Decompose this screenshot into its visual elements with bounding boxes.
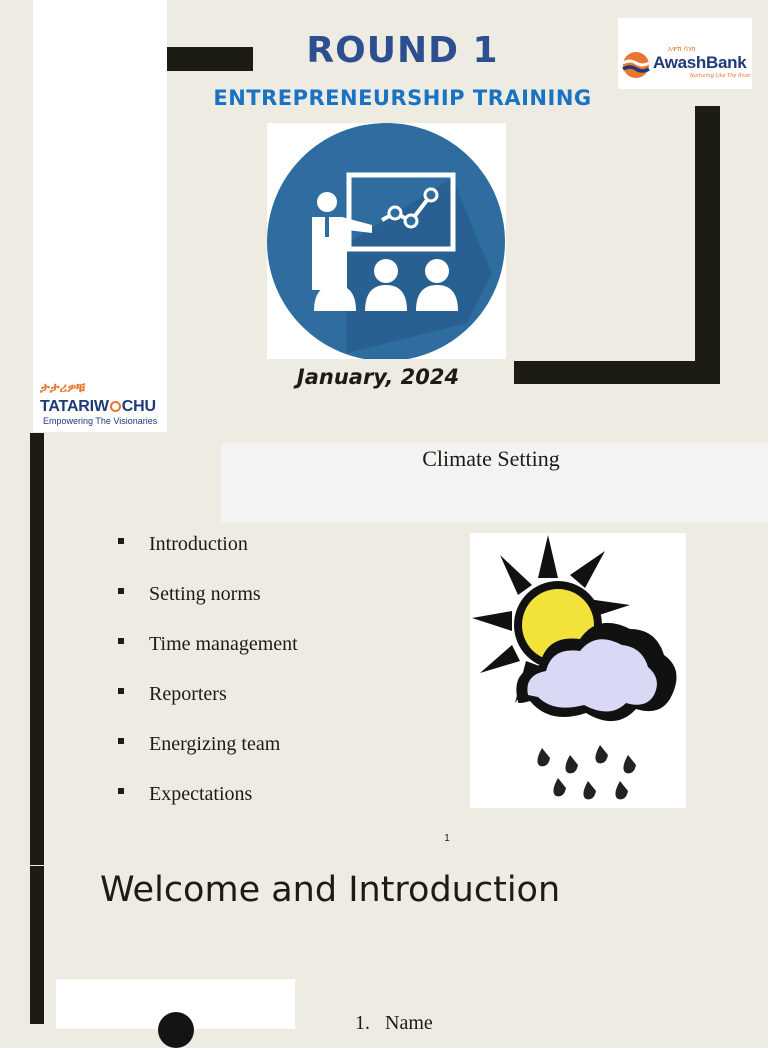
awash-amharic-text: አዋሽ ባንክ (668, 45, 696, 53)
presentation-date: January, 2024 (296, 365, 460, 389)
list-item-text: Energizing team (149, 733, 281, 755)
page-number: 1 (444, 833, 450, 844)
bullet-square-icon (118, 538, 124, 544)
bullet-list (115, 530, 298, 830)
decorative-bracket-vertical (695, 106, 720, 384)
list-number: 1. (355, 1012, 370, 1034)
tatariwochu-logo-mark-icon (110, 401, 121, 412)
decorative-bracket-horizontal (514, 361, 720, 384)
list-item-text: Introduction (149, 533, 248, 555)
list-item (115, 580, 298, 630)
awash-wave-icon (622, 51, 650, 79)
slide-title: ROUND 1 (306, 30, 499, 71)
bullet-square-icon (118, 788, 124, 794)
bullet-square-icon (118, 688, 124, 694)
awash-tagline: Nurturing Like The River (690, 73, 752, 79)
bullet-square-icon (118, 588, 124, 594)
list-item (115, 530, 298, 580)
list-item-text: Setting norms (149, 583, 261, 605)
list-item (115, 680, 298, 730)
left-panel (33, 0, 167, 432)
list-item-text: Time management (149, 633, 298, 655)
list-item-text: Name (385, 1012, 433, 1034)
awash-logo-text: AwashBank (653, 53, 747, 72)
teacher-presentation-icon (267, 123, 506, 359)
training-illustration (267, 123, 506, 359)
decorative-bar-top (167, 47, 253, 71)
bullet-square-icon (118, 738, 124, 744)
list-item (115, 780, 298, 830)
decorative-bar-left (30, 866, 44, 1024)
list-item-text: Expectations (149, 783, 253, 805)
sun-cloud-rain-icon (470, 533, 686, 808)
list-item-text: Reporters (149, 683, 227, 705)
list-item (115, 630, 298, 680)
tatariwochu-name-start: TATARIW (40, 398, 109, 415)
tatariwochu-logo (40, 398, 156, 416)
slide-title: Climate Setting (422, 446, 560, 471)
slide-subtitle: ENTREPRENEURSHIP TRAINING (213, 86, 592, 110)
tatariwochu-name-end: CHU (121, 398, 156, 415)
list-item (115, 730, 298, 780)
slide-title: Welcome and Introduction (100, 870, 561, 910)
bullet-square-icon (118, 638, 124, 644)
tatariwochu-tagline: Empowering The Visionaries (43, 416, 158, 426)
tatariwochu-amharic-text: ታታሪዎቹ (40, 381, 86, 396)
decorative-bar-left (30, 433, 44, 865)
weather-illustration (470, 533, 686, 808)
person-icon (158, 1012, 194, 1048)
